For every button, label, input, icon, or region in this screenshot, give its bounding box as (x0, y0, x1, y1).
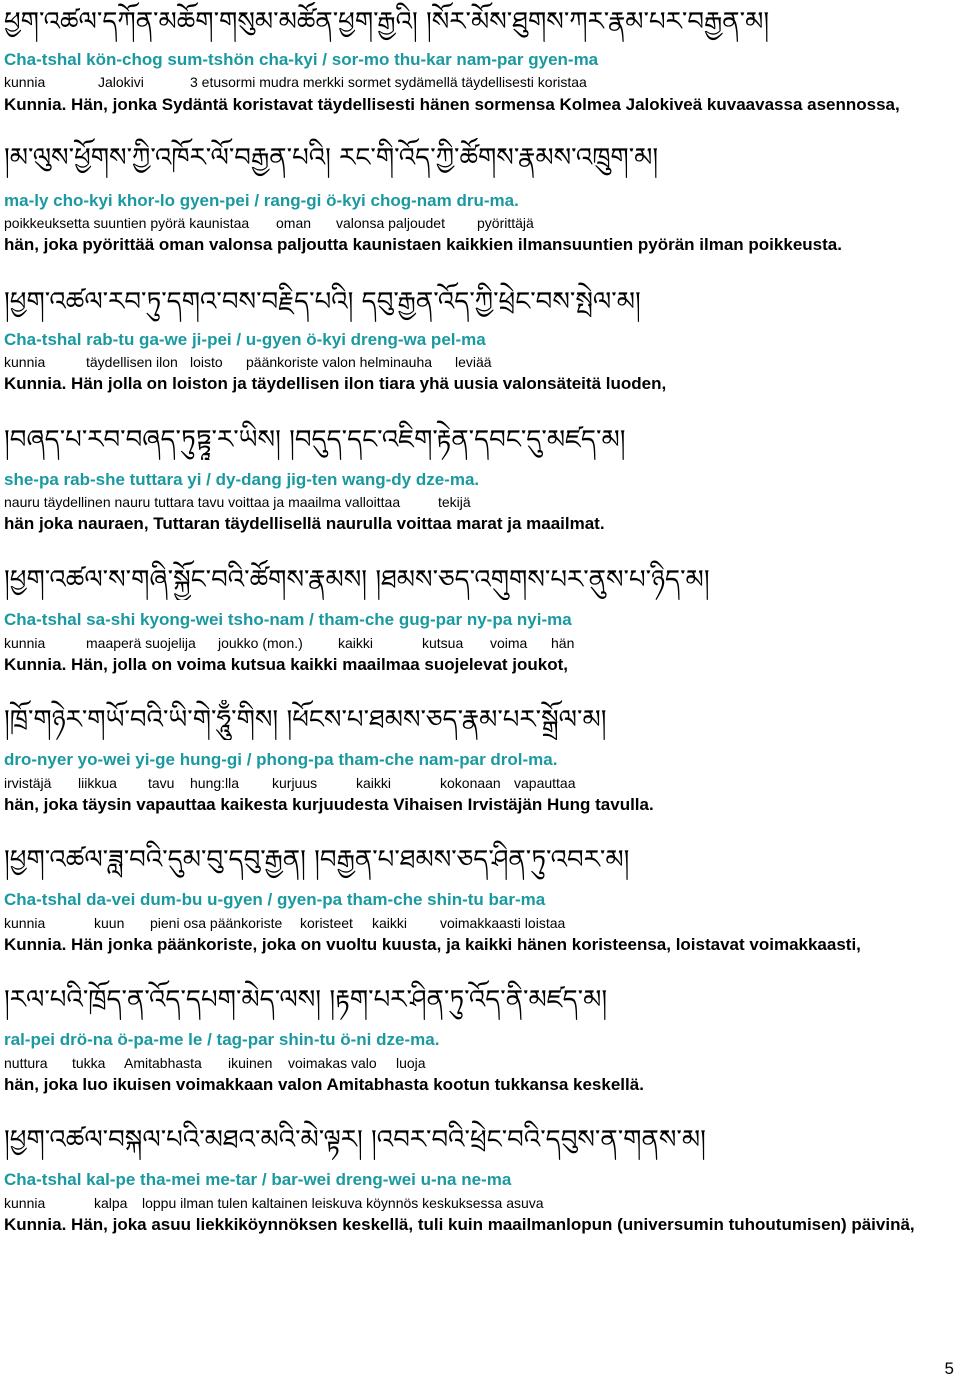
gloss-word: kunnia (4, 1195, 46, 1211)
transliteration-line: Cha-tshal kal-pe tha-mei me-tar / bar-wei dreng-wei u-na ne-ma (4, 1170, 512, 1189)
gloss-word: maaperä suojelija (86, 635, 196, 651)
translation-line: Kunnia. Hän jonka päänkoriste, joka on vuoltu kuusta, ja kaikki hänen koristeensa, loistavat voimakkaasti, (4, 935, 861, 954)
gloss-word: kunnia (4, 74, 46, 90)
gloss-word: valonsa paljoudet (336, 215, 445, 231)
gloss-word: voimakkaasti loistaa (440, 915, 566, 931)
gloss-word: kaikki (356, 775, 392, 791)
translation-line: Kunnia. Hän jolla on loiston ja täydellisen ilon tiara yhä uusia valonsäteitä luoden, (4, 374, 667, 393)
gloss-word: Amitabhasta (124, 1055, 202, 1071)
gloss-word: voima (490, 635, 528, 651)
translation-line: Kunnia. Hän, jonka Sydäntä koristavat täydellisesti hänen sormensa Kolmea Jalokiveä kuvaavassa asennossa, (4, 95, 900, 114)
gloss-word: irvistäjä (4, 775, 52, 791)
transliteration-line: Cha-tshal rab-tu ga-we ji-pei / u-gyen ö-kyi dreng-wa pel-ma (4, 330, 486, 349)
tibetan-line: །མ་ལུས་ཕྱོགས་ཀྱི་འཁོར་ལོ་བརྒྱན་པའི། རང་གི་འོད་ཀྱི་ཚོགས་རྣམས་འཁྲུག་མ། (4, 143, 659, 173)
tibetan-line: །ཕྱག་འཚལ་ཟླ་བའི་དུམ་བུ་དབུ་རྒྱན། །བརྒྱན་པ་ཐམས་ཅད་ཤིན་ཏུ་འབར་མ། (4, 845, 630, 875)
gloss-word: ikuinen (228, 1055, 273, 1071)
transliteration-line: ma-ly cho-kyi khor-lo gyen-pei / rang-gi ö-kyi chog-nam dru-ma. (4, 191, 519, 210)
gloss-word: joukko (mon.) (218, 635, 303, 651)
transliteration-line: she-pa rab-she tuttara yi / dy-dang jig-ten wang-dy dze-ma. (4, 470, 480, 489)
gloss-word: päänkoriste valon helminauha (246, 354, 433, 370)
gloss-word: leviää (455, 354, 492, 370)
gloss-word: vapauttaa (514, 775, 576, 791)
gloss-word: tekijä (438, 494, 471, 510)
gloss-word: hung:lla (190, 775, 240, 791)
tibetan-line: །བཞད་པ་རབ་བཞད་ཏུཏྟཱ་ར་ཡིས། །བདུད་དང་འཇིག་རྟེན་དབང་དུ་མཛད་མ། (4, 425, 626, 455)
gloss-word: hän (551, 635, 575, 651)
gloss-word: poikkeuksetta suuntien pyörä kaunistaa (4, 215, 250, 231)
gloss-word: kutsua (422, 635, 464, 651)
gloss-word: tukka (72, 1055, 106, 1071)
tibetan-line: ཕྱག་འཚལ་དཀོན་མཆོག་གསུམ་མཚོན་ཕྱག་རྒྱའི། །སོར་མོས་ཐུགས་ཀར་རྣམ་པར་བརྒྱན་མ། (4, 7, 770, 37)
gloss-word: kaikki (338, 635, 374, 651)
gloss-word: liikkua (78, 775, 117, 791)
gloss-word: kuun (94, 915, 125, 931)
translation-line: hän, joka täysin vapauttaa kaikesta kurjuudesta Vihaisen Irvistäjän Hung tavulla. (4, 795, 654, 814)
translation-line: Kunnia. Hän, jolla on voima kutsua kaikki maailmaa suojelevat joukot, (4, 655, 569, 674)
transliteration-line: Cha-tshal da-vei dum-bu u-gyen / gyen-pa tham-che shin-tu bar-ma (4, 890, 546, 909)
tibetan-line: །ཕྱག་འཚལ་རབ་ཏུ་དགའ་བས་བརྗིད་པའི། དབུ་རྒྱན་འོད་ཀྱི་ཕྲེང་བས་སྤེལ་མ། (4, 287, 641, 317)
gloss-word: pieni osa päänkoriste (150, 915, 283, 931)
gloss-word: kalpa (94, 1195, 128, 1211)
translation-line: hän, joka pyörittää oman valonsa paljoutta kaunistaen kaikkien ilmansuuntien pyörän ilman poikkeusta. (4, 235, 842, 254)
gloss-word: kaikki (372, 915, 408, 931)
translation-line: hän, joka luo ikuisen voimakkaan valon Amitabhasta kootun tukkansa keskellä. (4, 1075, 644, 1094)
tibetan-line: །ཁྲོ་གཉེར་གཡོ་བའི་ཡི་གེ་ཧཱུྃ་གིས། །ཕོངས་པ་ཐམས་ཅད་རྣམ་པར་སྒྲོལ་མ། (4, 705, 607, 735)
gloss-word: kokonaan (440, 775, 501, 791)
gloss-word: Jalokivi (98, 74, 144, 90)
gloss-word: kunnia (4, 635, 46, 651)
gloss-word: loppu ilman tulen kaltainen leiskuva köynnös keskuksessa asuva (142, 1195, 544, 1211)
tibetan-line: །རལ་པའི་ཁྲོད་ན་འོད་དཔག་མེད་ལས། །རྟག་པར་ཤིན་ཏུ་འོད་ནི་མཛད་མ། (4, 985, 608, 1015)
gloss-word: koristeet (300, 915, 353, 931)
transliteration-line: ral-pei drö-na ö-pa-me le / tag-par shin-tu ö-ni dze-ma. (4, 1030, 440, 1049)
transliteration-line: Cha-tshal kön-chog sum-tshön cha-kyi / sor-mo thu-kar nam-par gyen-ma (4, 50, 599, 69)
gloss-word: kunnia (4, 915, 46, 931)
gloss-word: kunnia (4, 354, 46, 370)
gloss-word: pyörittäjä (477, 215, 534, 231)
translation-line: hän joka nauraen, Tuttaran täydellisellä naurulla voittaa marat ja maailmat. (4, 514, 605, 533)
gloss-word: tavu (148, 775, 175, 791)
gloss-word: täydellisen ilon (86, 354, 178, 370)
gloss-word: nauru täydellinen nauru tuttara tavu voittaa ja maailma valloittaa (4, 494, 401, 510)
gloss-word: loisto (190, 354, 223, 370)
gloss-word: luoja (396, 1055, 426, 1071)
gloss-word: voimakas valo (288, 1055, 377, 1071)
transliteration-line: Cha-tshal sa-shi kyong-wei tsho-nam / tham-che gug-par ny-pa nyi-ma (4, 610, 572, 629)
tibetan-line: །ཕྱག་འཚལ་བསྐལ་པའི་མཐའ་མའི་མེ་ལྟར། །འབར་བའི་ཕྲེང་བའི་དབུས་ན་གནས་མ། (4, 1125, 706, 1155)
tibetan-line: །ཕྱག་འཚལ་ས་གཞི་སྐྱོང་བའི་ཚོགས་རྣམས། །ཐམས་ཅད་འགུགས་པར་ནུས་པ་ཉིད་མ། (4, 565, 710, 595)
gloss-word: oman (276, 215, 312, 231)
gloss-word: nuttura (4, 1055, 48, 1071)
gloss-word: kurjuus (272, 775, 318, 791)
gloss-word: 3 etusormi mudra merkki sormet sydämellä täydellisesti koristaa (190, 74, 587, 90)
translation-line: Kunnia. Hän, joka asuu liekkiköynnöksen keskellä, tuli kuin maailmanlopun (universumin tuhoutumisen) päivinä, (4, 1215, 915, 1234)
transliteration-line: dro-nyer yo-wei yi-ge hung-gi / phong-pa tham-che nam-par drol-ma. (4, 750, 558, 769)
page-number: 5 (944, 1359, 954, 1378)
